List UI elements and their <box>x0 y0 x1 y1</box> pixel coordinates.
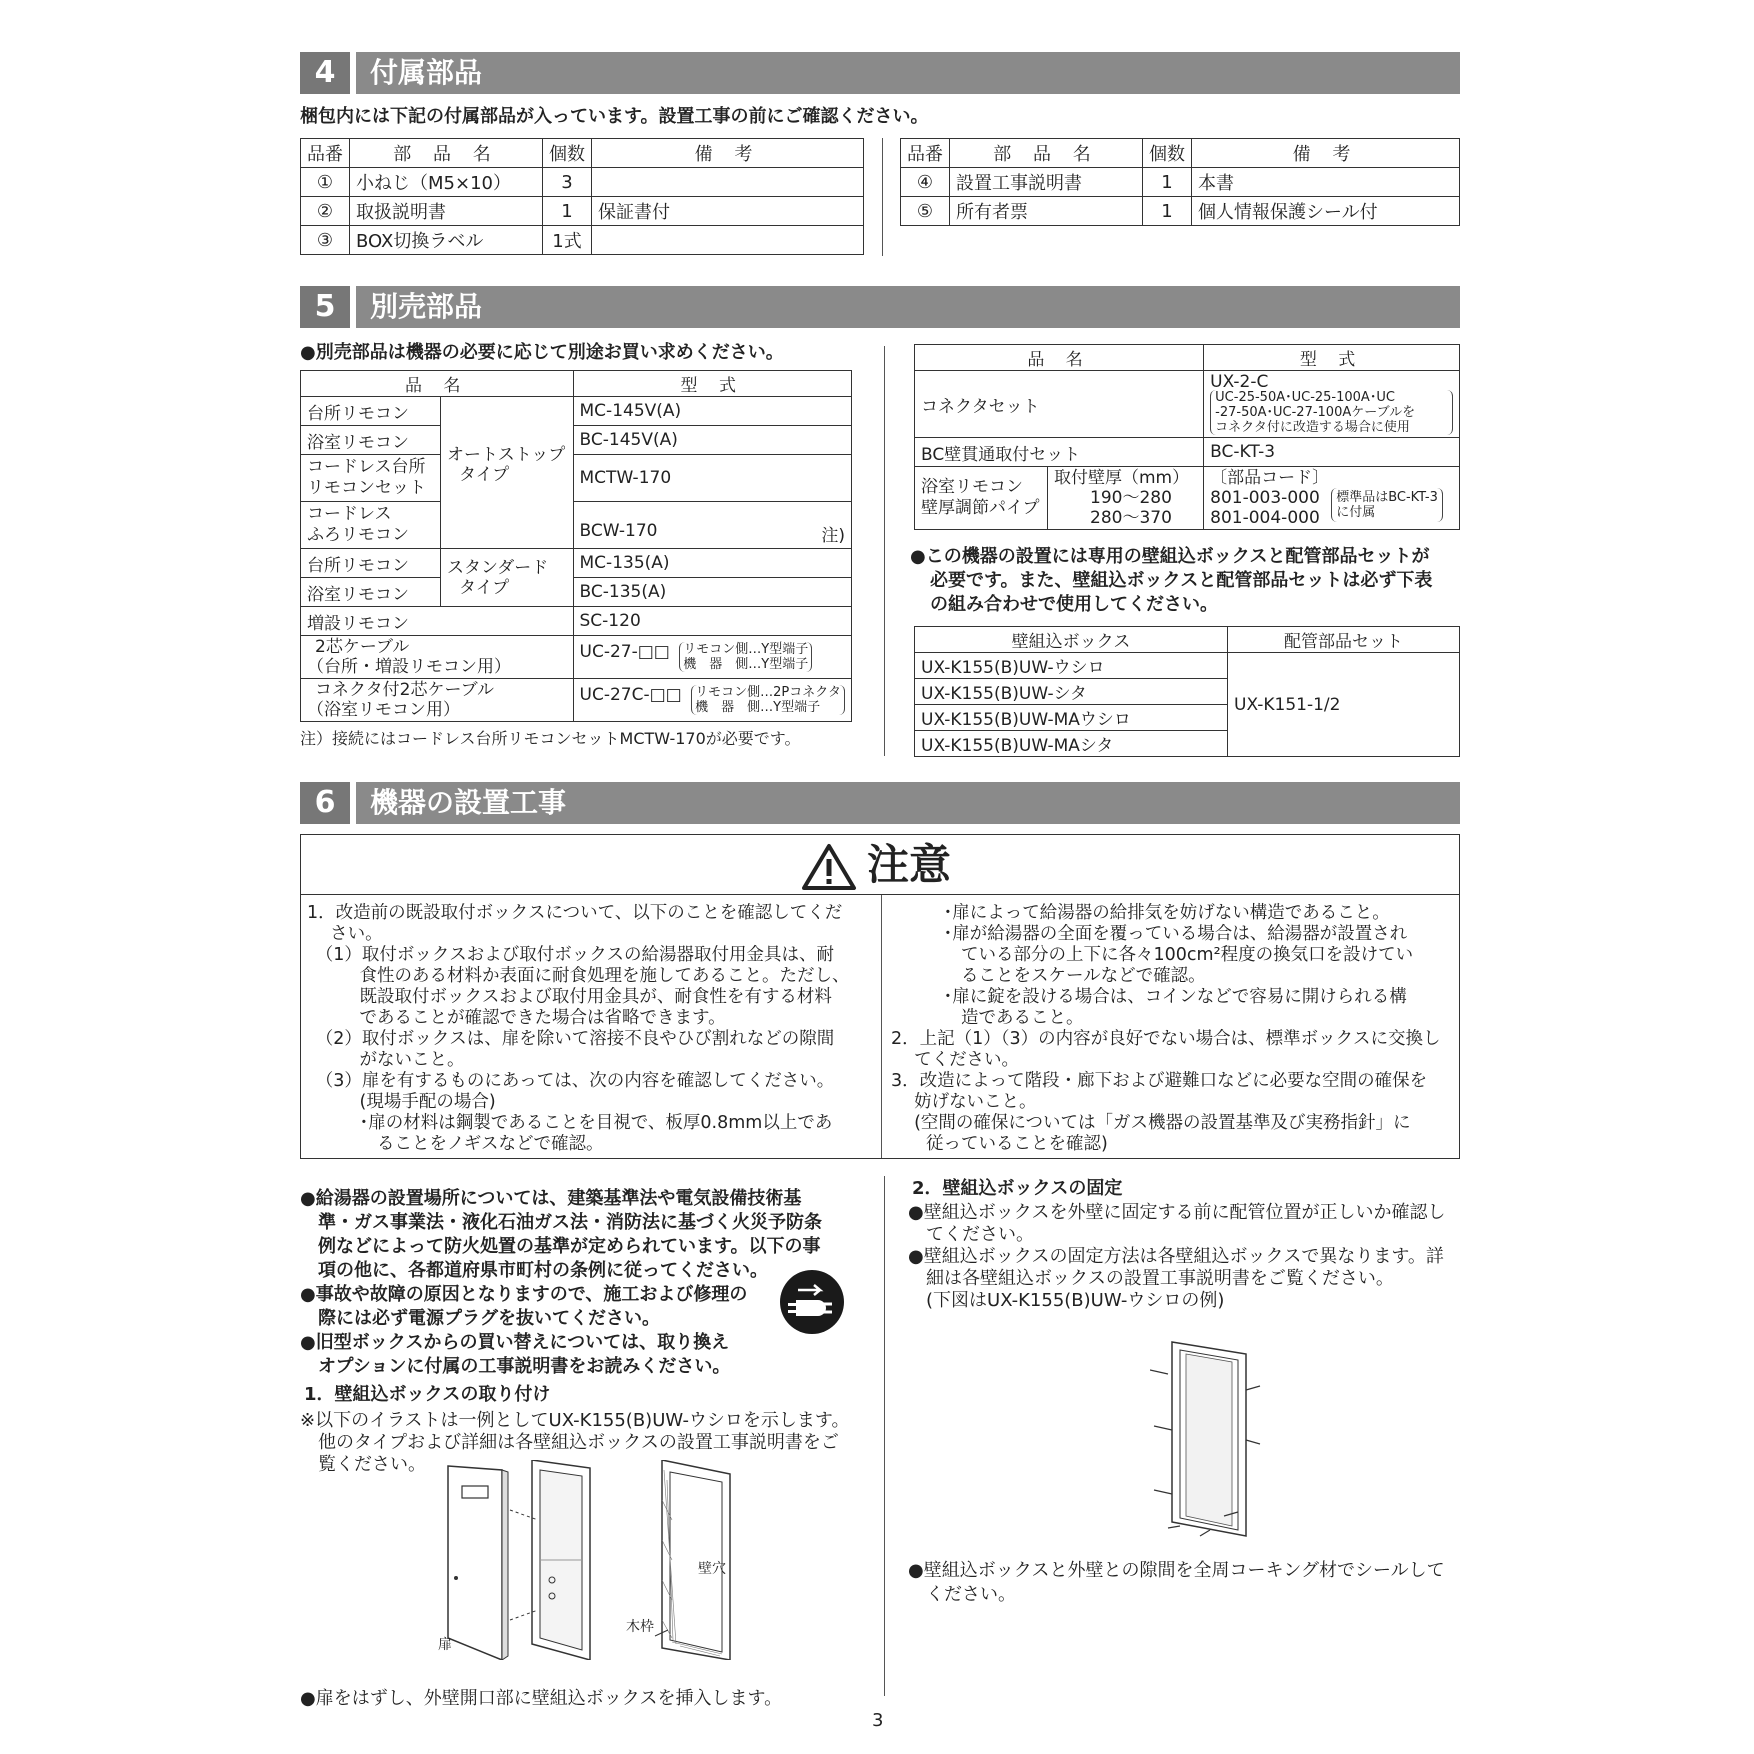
sub2-caption: ●壁組込ボックスと外壁との隙間を全周コーキング材でシールして <box>908 1560 1445 1581</box>
cell: 増設リモコン <box>301 607 574 636</box>
page-number: 3 <box>872 1710 884 1731</box>
cell: BC-KT-3 <box>1204 438 1460 467</box>
label-door: 扉 <box>438 1637 452 1653</box>
text-line: 2．上記（1）（3）の内容が良好でない場合は、標準ボックスに交換し <box>891 1029 1441 1049</box>
text-line: ●事故や故障の原因となりますので、施工および修理の <box>300 1284 748 1305</box>
cell: 設置工事説明書 <box>950 168 1143 197</box>
text-line: ●壁組込ボックスの固定方法は各壁組込ボックスで異なります。詳 <box>908 1246 1444 1267</box>
unplug-icon <box>778 1268 846 1336</box>
cell: 1 <box>1143 197 1192 226</box>
cell: UX-K155(B)UW-MAウシロ <box>915 705 1228 731</box>
table-row <box>915 467 1460 530</box>
text-line: であることが確認できた場合は省略できます。 <box>307 1008 726 1028</box>
table-row <box>301 636 852 679</box>
col-header: 品 名 <box>301 371 574 397</box>
table-row <box>301 197 864 226</box>
text-line: 際には必ず電源プラグを抜いてください。 <box>300 1308 660 1329</box>
table-row <box>301 607 852 636</box>
text-line: 既設取付ボックスおよび取付用金具が、耐食性を有する材料 <box>307 987 832 1007</box>
table-row <box>301 455 852 502</box>
text-line: (下図はUX-K155(B)UW-ウシロの例) <box>908 1290 1225 1311</box>
col-header: 配管部品セット <box>1228 627 1460 653</box>
cell: コネクタ付2芯ケーブル （浴室リモコン用） <box>301 679 574 722</box>
table-row <box>301 578 852 607</box>
cell: BC-135(A) <box>573 578 851 607</box>
table-row <box>301 397 852 426</box>
table-row <box>915 438 1460 467</box>
cell: ③ <box>301 226 350 255</box>
text-line: 他のタイプおよび詳細は各壁組込ボックスの設置工事説明書をご <box>300 1432 839 1453</box>
section-title: 機器の設置工事 <box>370 786 567 819</box>
cell: 浴室リモコン <box>301 426 441 455</box>
text-line: （2）取付ボックスは、扉を除いて溶接不良やひび割れなどの隙間 <box>307 1029 835 1049</box>
col-header: 型 式 <box>573 371 851 397</box>
cell: SC-120 <box>573 607 851 636</box>
text-line: 妨げないこと。 <box>891 1092 1037 1112</box>
notice-line: 必要です。また、壁組込ボックスと配管部品セットは必ず下表 <box>930 570 1433 591</box>
sec4-intro: 梱包内には下記の付属部品が入っています。設置工事の前にご確認ください。 <box>300 106 929 127</box>
text-line: 3．改造によって階段・廊下および避難口などに必要な空間の確保を <box>891 1071 1428 1091</box>
col-header: 部 品 名 <box>350 139 543 168</box>
text-line: 細は各壁組込ボックスの設置工事説明書をご覧ください。 <box>908 1268 1394 1289</box>
text-line: ●壁組込ボックスを外壁に固定する前に配管位置が正しいか確認し <box>908 1202 1446 1223</box>
text-line: 覧ください。 <box>300 1454 426 1475</box>
caution-title: 注意 <box>867 840 952 889</box>
col-header: 個数 <box>543 139 592 168</box>
cell: UX-K151-1/2 <box>1228 653 1460 757</box>
cell: 取付壁厚（mm） 190～280 280～370 <box>1048 467 1204 530</box>
table-row <box>915 371 1460 438</box>
notice-line: ●この機器の設置には専用の壁組込ボックスと配管部品セットが <box>910 546 1430 567</box>
text-line: 例などによって防火処置の基準が定められています。以下の事 <box>300 1236 821 1257</box>
text-line: てください。 <box>891 1050 1020 1070</box>
cell: BCW-170 注) <box>573 502 851 549</box>
cell: 取扱説明書 <box>350 197 543 226</box>
text-line: （1）取付ボックスおよび取付ボックスの給湯器取付用金具は、耐 <box>307 945 835 965</box>
cell: 台所リモコン <box>301 397 441 426</box>
cell: 所有者票 <box>950 197 1143 226</box>
table-row <box>301 679 852 722</box>
table-row <box>301 502 852 549</box>
text-line: （3）扉を有するものにあっては、次の内容を確認してください。 <box>307 1071 835 1091</box>
cell: UC-27C-□□ リモコン側…2Pコネクタ 機 器 側…Y型端子 <box>573 679 851 722</box>
cell: 保証書付 <box>592 197 864 226</box>
cell: 3 <box>543 168 592 197</box>
cell: BC壁貫通取付セット <box>915 438 1204 467</box>
cell: ④ <box>901 168 950 197</box>
accessory-table-left <box>300 138 864 255</box>
sec5-intro: ●別売部品は機器の必要に応じて別途お買い求めください。 <box>300 342 784 363</box>
text-line: さい。 <box>307 924 383 944</box>
cell: BOX切換ラベル <box>350 226 543 255</box>
section-5-header <box>300 286 1460 328</box>
cell: 2芯ケーブル （台所・増設リモコン用） <box>301 636 574 679</box>
optional-parts-table-right <box>914 344 1460 530</box>
cell: ② <box>301 197 350 226</box>
col-header: 品番 <box>301 139 350 168</box>
section-number: 4 <box>300 52 350 94</box>
text-line: ･扉によって給湯器の給排気を妨げない構造であること。 <box>891 903 1390 923</box>
sub2-title: 2．壁組込ボックスの固定 <box>912 1178 1123 1199</box>
group-cell: スタンダード タイプ <box>440 549 573 607</box>
text-line: (空間の確保については「ガス機器の設置基準及び実務指針」に <box>891 1113 1411 1133</box>
col-header: 壁組込ボックス <box>915 627 1228 653</box>
notice-line: の組み合わせで使用してください。 <box>930 594 1218 615</box>
col-header: 品 名 <box>915 345 1204 371</box>
warning-icon <box>801 843 857 891</box>
sub1-title: 1．壁組込ボックスの取り付け <box>304 1384 551 1405</box>
footnote: 注）接続にはコードレス台所リモコンセットMCTW-170が必要です。 <box>300 729 801 748</box>
col-header: 備 考 <box>592 139 864 168</box>
table-row <box>301 226 864 255</box>
text-line: (現場手配の場合) <box>307 1092 496 1112</box>
caution-box <box>300 834 1460 1159</box>
col-header: 部 品 名 <box>950 139 1143 168</box>
col-header: 型 式 <box>1204 345 1460 371</box>
section-number: 5 <box>300 286 350 328</box>
text-line: ている部分の上下に各々100cm²程度の換気口を設けてい <box>891 945 1414 965</box>
text-line: ●給湯器の設置場所については、建築基準法や電気設備技術基 <box>300 1188 802 1209</box>
cell: MC-145V(A) <box>573 397 851 426</box>
text-line: ●旧型ボックスからの買い替えについては、取り換え <box>300 1332 730 1353</box>
text-line: ※以下のイラストは一例としてUX-K155(B)UW-ウシロを示します。 <box>300 1410 850 1431</box>
section-6-header <box>300 782 1460 824</box>
text-line: 1．改造前の既設取付ボックスについて、以下のことを確認してくだ <box>307 903 843 923</box>
cell <box>592 226 864 255</box>
cell: 浴室リモコン 壁厚調節パイプ <box>915 467 1048 530</box>
cell: 1 <box>543 197 592 226</box>
group-cell: オートストップ タイプ <box>440 397 573 549</box>
table-row <box>915 653 1460 679</box>
text-line: 項の他に、各都道府県市町村の条例に従ってください。 <box>300 1260 768 1281</box>
col-header: 品番 <box>901 139 950 168</box>
cell: 〔部品コード〕 801-003-000 801-004-000 標準品はBC-KT-3 に付属 <box>1204 467 1460 530</box>
text-line: ･扉に錠を設ける場合は、コインなどで容易に開けられる構 <box>891 987 1407 1007</box>
label-hole: 壁穴 <box>698 1561 726 1577</box>
text-line: ･扉の材料は鋼製であることを目視で、板厚0.8mm以上であ <box>307 1113 833 1133</box>
text-line: ることをスケールなどで確認。 <box>891 966 1206 986</box>
text-line: ることをノギスなどで確認。 <box>307 1134 604 1154</box>
cell: UX-K155(B)UW-シタ <box>915 679 1228 705</box>
text-line: 造であること。 <box>891 1008 1084 1028</box>
text-line: 準・ガス事業法・液化石油ガス法・消防法に基づく火災予防条 <box>300 1212 822 1233</box>
text-line: オプションに付属の工事説明書をお読みください。 <box>300 1356 731 1377</box>
table-row <box>301 549 852 578</box>
table-row <box>301 168 864 197</box>
table-row <box>901 197 1460 226</box>
cell: UC-27-□□ リモコン側…Y型端子 機 器 側…Y型端子 <box>573 636 851 679</box>
sub2-caption: ください。 <box>908 1584 1016 1605</box>
sub1-caption: ●扉をはずし、外壁開口部に壁組込ボックスを挿入します。 <box>300 1688 783 1709</box>
cell: BC-145V(A) <box>573 426 851 455</box>
cell: 小ねじ（M5×10） <box>350 168 543 197</box>
cell: ⑤ <box>901 197 950 226</box>
section-title: 付属部品 <box>370 56 483 89</box>
col-header: 個数 <box>1143 139 1192 168</box>
cell: MC-135(A) <box>573 549 851 578</box>
optional-parts-table <box>300 370 852 722</box>
text-line: 食性のある材料か表面に耐食処理を施してあること。ただし、 <box>307 966 850 986</box>
label-frame: 木枠 <box>626 1619 654 1635</box>
cell: コードレス ふろリモコン <box>301 502 441 549</box>
cell: 本書 <box>1192 168 1460 197</box>
cell: コネクタセット <box>915 371 1204 438</box>
text-line: てください。 <box>908 1224 1034 1245</box>
cell: 個人情報保護シール付 <box>1192 197 1460 226</box>
cell: MCTW-170 <box>573 455 851 502</box>
cell: 浴室リモコン <box>301 578 441 607</box>
cell: 1式 <box>543 226 592 255</box>
text-line: がないこと。 <box>307 1050 465 1070</box>
box-fix-illustration <box>1150 1340 1270 1540</box>
cell: コードレス台所 リモコンセット <box>301 455 441 502</box>
cell <box>592 168 864 197</box>
section-4-header <box>300 52 1460 94</box>
table-row <box>901 168 1460 197</box>
section-title: 別売部品 <box>370 290 483 323</box>
cell: ① <box>301 168 350 197</box>
col-header: 備 考 <box>1192 139 1460 168</box>
cell: UX-2-C UC-25-50A･UC-25-100A･UC -27-50A･UC-27-100Aケーブルを コネクタ付に改造する場合に使用 <box>1204 371 1460 438</box>
cell: UX-K155(B)UW-ウシロ <box>915 653 1228 679</box>
box-combo-table <box>914 626 1460 757</box>
cell: UX-K155(B)UW-MAシタ <box>915 731 1228 757</box>
cell: 1 <box>1143 168 1192 197</box>
accessory-table-right <box>900 138 1460 226</box>
text-line: 従っていることを確認) <box>891 1134 1108 1154</box>
cell: 台所リモコン <box>301 549 441 578</box>
section-number: 6 <box>300 782 350 824</box>
table-row <box>301 426 852 455</box>
text-line: ･扉が給湯器の全面を覆っている場合は、給湯器が設置され <box>891 924 1408 944</box>
